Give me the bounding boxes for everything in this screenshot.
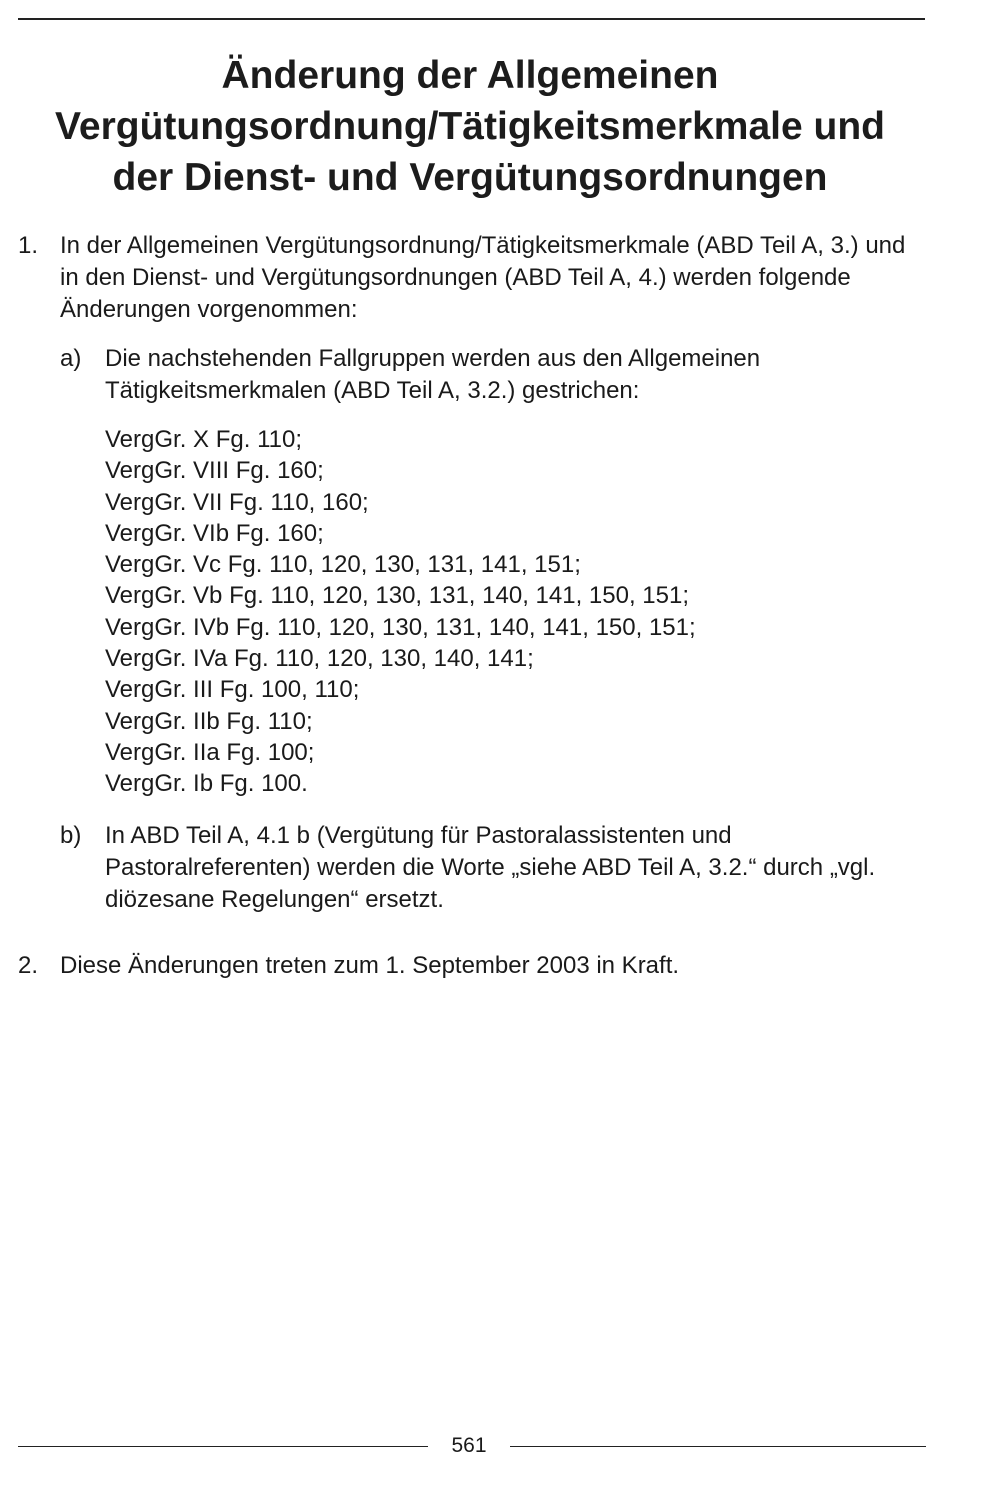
grade-entry: VergGr. VIII Fg. 160; — [105, 457, 324, 485]
struck-grades-list — [105, 424, 925, 800]
top-rule — [18, 18, 925, 20]
grade-entry: VergGr. VII Fg. 110, 160; — [105, 488, 369, 516]
grade-entry: VergGr. Vb Fg. 110, 120, 130, 131, 140, 141, 150, 151; — [105, 582, 689, 610]
footer-rule-right — [510, 1446, 926, 1447]
grade-entry: VergGr. Vc Fg. 110, 120, 130, 131, 141, 151; — [105, 551, 581, 579]
grade-entry: VergGr. III Fg. 100, 110; — [105, 676, 360, 704]
title-line-2: Vergütungsordnung/Tätigkeitsmerkmale und — [55, 105, 885, 148]
grade-entry: VergGr. IIa Fg. 100; — [105, 738, 315, 766]
item-2-text: Diese Änderungen treten zum 1. September 2003 in Kraft. — [60, 952, 680, 979]
item-2-number: 2. — [18, 952, 39, 979]
grade-entry: VergGr. IIb Fg. 110; — [105, 707, 313, 735]
item-1-number: 1. — [18, 232, 39, 259]
footer-rule-left — [18, 1446, 428, 1447]
grade-entry: VergGr. X Fg. 110; — [105, 426, 302, 453]
subitem-a-text: Die nachstehenden Fallgruppen werden aus den Allgemeinen Tätigkeitsmerkmalen (ABD Teil A, 3.2.) gestrichen: — [105, 345, 761, 404]
grade-entry: VergGr. Ib Fg. 100. — [105, 770, 308, 798]
item-1-text: In der Allgemeinen Vergütungsordnung/Tätigkeitsmerkmale (ABD Teil A, 3.) und in den Dienst- und Vergütungsordnungen (ABD Teil A, 4.) werden folgende Änderungen vorgenommen: — [60, 232, 906, 323]
grade-entry: VergGr. IVa Fg. 110, 120, 130, 140, 141; — [105, 645, 534, 673]
page-title — [0, 50, 940, 203]
title-line-1: Änderung der Allgemeinen — [221, 54, 719, 97]
subitem-a-label: a) — [60, 345, 82, 372]
grade-entry: VergGr. VIb Fg. 160; — [105, 519, 324, 547]
subitem-b-text: In ABD Teil A, 4.1 b (Vergütung für Pastoralassistenten und Pastoralreferenten) werden die Worte „siehe ABD Teil A, 3.2.“ durch „vgl. diözesane Regelungen“ ersetzt. — [105, 822, 876, 913]
subitem-b-label: b) — [60, 822, 82, 849]
title-line-3: der Dienst- und Vergütungsordnungen — [112, 156, 828, 199]
grade-entry: VergGr. IVb Fg. 110, 120, 130, 131, 140, 141, 150, 151; — [105, 613, 696, 641]
page-number: 561 — [451, 1434, 487, 1457]
